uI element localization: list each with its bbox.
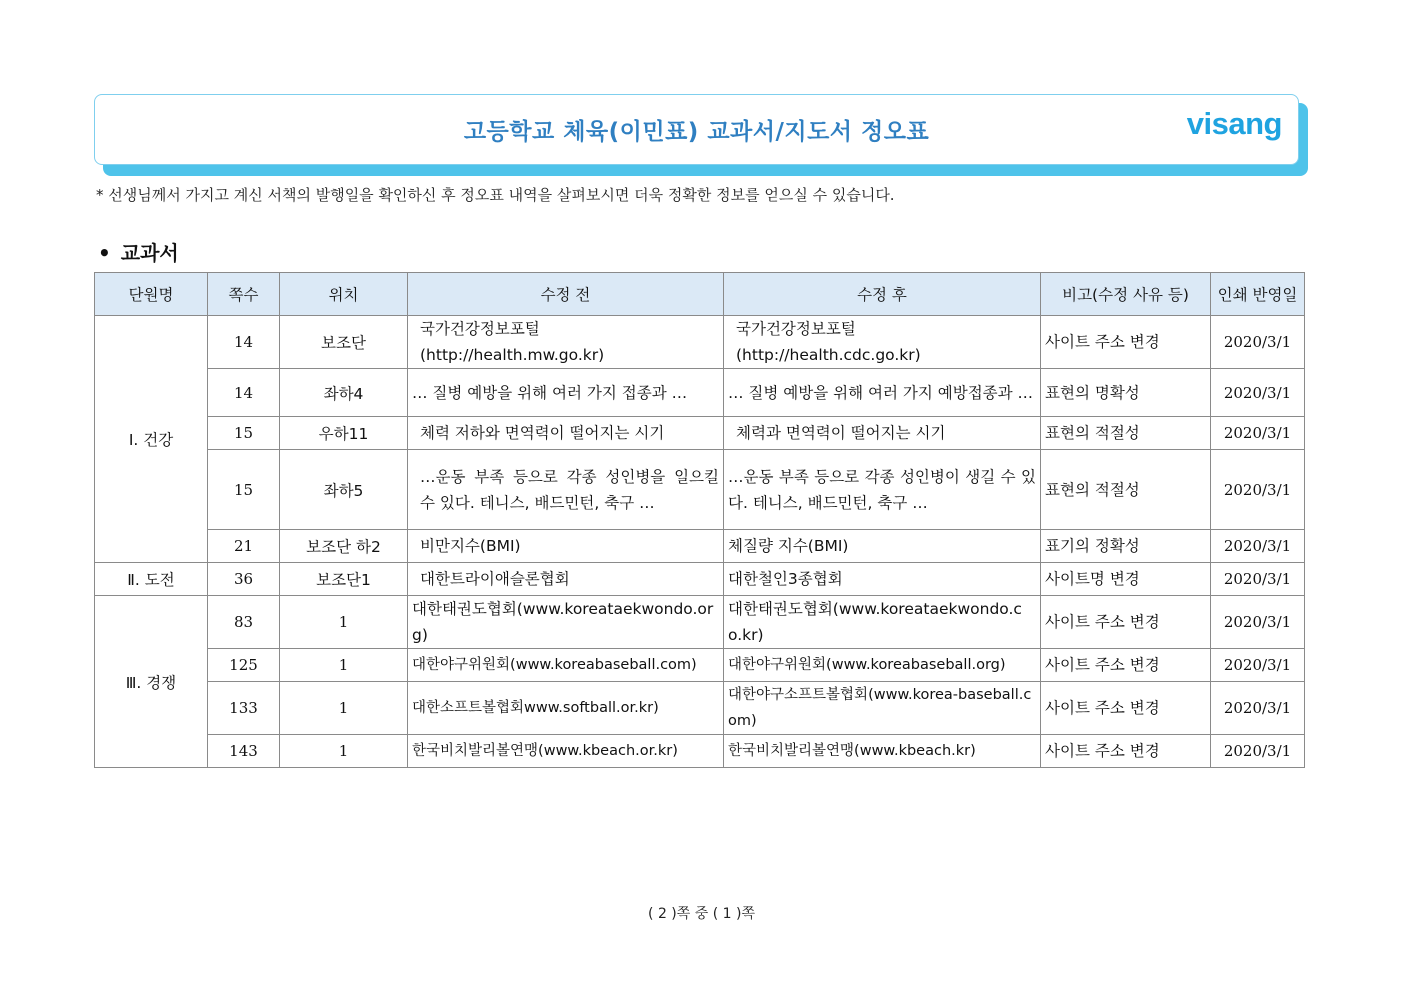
date-cell: 2020/3/1	[1211, 369, 1305, 417]
after-cell: … 질병 예방을 위해 여러 가지 예방접종과 …	[724, 369, 1041, 417]
before-cell: 국가건강정보포털 (http://health.mw.go.kr)	[408, 316, 724, 369]
note-cell: 사이트 주소 변경	[1041, 596, 1211, 649]
visang-logo: visang	[1186, 106, 1282, 141]
note-cell: 사이트 주소 변경	[1041, 735, 1211, 768]
note-cell: 사이트 주소 변경	[1041, 316, 1211, 369]
after-cell: 체질량 지수(BMI)	[724, 530, 1041, 563]
page-cell: 14	[208, 316, 280, 369]
unit-cell: Ⅰ. 건강	[95, 316, 208, 563]
header-page: 쪽수	[208, 273, 280, 316]
after-cell: 대한철인3종협회	[724, 563, 1041, 596]
bullet-icon: •	[98, 241, 111, 265]
after-cell: 대한야구위원회(www.koreabaseball.org)	[724, 649, 1041, 682]
page-cell: 14	[208, 369, 280, 417]
header-date: 인쇄 반영일	[1211, 273, 1305, 316]
page-cell: 133	[208, 682, 280, 735]
table-row	[95, 735, 1305, 768]
errata-table	[94, 272, 1305, 768]
after-cell: 대한야구소프트볼협회(www.korea-baseball.com)	[724, 682, 1041, 735]
note-cell: 사이트 주소 변경	[1041, 682, 1211, 735]
after-cell: 한국비치발리볼연맹(www.kbeach.kr)	[724, 735, 1041, 768]
header-box	[94, 94, 1299, 165]
page-cell: 143	[208, 735, 280, 768]
table-header-row	[95, 273, 1305, 316]
page-cell: 21	[208, 530, 280, 563]
header-note: 비고(수정 사유 등)	[1041, 273, 1211, 316]
position-cell: 좌하5	[280, 450, 408, 530]
section-title: 교과서	[120, 241, 179, 265]
date-cell: 2020/3/1	[1211, 450, 1305, 530]
before-cell: … 질병 예방을 위해 여러 가지 접종과 …	[408, 369, 724, 417]
table-row	[95, 369, 1305, 417]
date-cell: 2020/3/1	[1211, 563, 1305, 596]
date-cell: 2020/3/1	[1211, 735, 1305, 768]
page-cell: 15	[208, 450, 280, 530]
section-heading	[98, 237, 179, 266]
table-row	[95, 417, 1305, 450]
after-cell: 체력과 면역력이 떨어지는 시기	[724, 417, 1041, 450]
before-cell: 대한태권도협회(www.koreataekwondo.org)	[408, 596, 724, 649]
note-cell: 사이트명 변경	[1041, 563, 1211, 596]
after-cell: 국가건강정보포털 (http://health.cdc.go.kr)	[724, 316, 1041, 369]
position-cell: 보조단1	[280, 563, 408, 596]
note-cell: 표현의 적절성	[1041, 417, 1211, 450]
position-cell: 보조단 하2	[280, 530, 408, 563]
date-cell: 2020/3/1	[1211, 530, 1305, 563]
page-title: 고등학교 체육(이민표) 교과서/지도서 정오표	[463, 119, 930, 145]
notice-text: * 선생님께서 가지고 계신 서책의 발행일을 확인하신 후 정오표 내역을 살펴보시면 더욱 정확한 정보를 얻으실 수 있습니다.	[96, 186, 895, 204]
before-cell: …운동 부족 등으로 각종 성인병을 일으킬 수 있다. 테니스, 배드민턴, 축구 …	[408, 450, 724, 530]
table-row	[95, 563, 1305, 596]
note-cell: 사이트 주소 변경	[1041, 649, 1211, 682]
page-cell: 83	[208, 596, 280, 649]
header-after: 수정 후	[724, 273, 1041, 316]
position-cell: 우하11	[280, 417, 408, 450]
note-cell: 표기의 정확성	[1041, 530, 1211, 563]
after-cell: …운동 부족 등으로 각종 성인병이 생길 수 있다. 테니스, 배드민턴, 축구 …	[724, 450, 1041, 530]
table-row	[95, 316, 1305, 369]
date-cell: 2020/3/1	[1211, 596, 1305, 649]
table-row	[95, 596, 1305, 649]
header-position: 위치	[280, 273, 408, 316]
before-cell: 대한야구위원회(www.koreabaseball.com)	[408, 649, 724, 682]
page-footer: ( 2 )쪽 중 ( 1 )쪽	[648, 906, 755, 922]
unit-cell: Ⅱ. 도전	[95, 563, 208, 596]
page-cell: 125	[208, 649, 280, 682]
after-cell: 대한태권도협회(www.koreataekwondo.co.kr)	[724, 596, 1041, 649]
position-cell: 1	[280, 596, 408, 649]
header-unit: 단원명	[95, 273, 208, 316]
date-cell: 2020/3/1	[1211, 417, 1305, 450]
table-row	[95, 530, 1305, 563]
header-before: 수정 전	[408, 273, 724, 316]
date-cell: 2020/3/1	[1211, 316, 1305, 369]
before-cell: 대한소프트볼협회www.softball.or.kr)	[408, 682, 724, 735]
page-cell: 15	[208, 417, 280, 450]
note-cell: 표현의 적절성	[1041, 450, 1211, 530]
table-row	[95, 450, 1305, 530]
before-cell: 체력 저하와 면역력이 떨어지는 시기	[408, 417, 724, 450]
position-cell: 좌하4	[280, 369, 408, 417]
position-cell: 1	[280, 682, 408, 735]
unit-cell: Ⅲ. 경쟁	[95, 596, 208, 768]
note-cell: 표현의 명확성	[1041, 369, 1211, 417]
date-cell: 2020/3/1	[1211, 682, 1305, 735]
position-cell: 보조단	[280, 316, 408, 369]
before-cell: 대한트라이애슬론협회	[408, 563, 724, 596]
before-cell: 한국비치발리볼연맹(www.kbeach.or.kr)	[408, 735, 724, 768]
page-cell: 36	[208, 563, 280, 596]
table-row	[95, 649, 1305, 682]
table-row	[95, 682, 1305, 735]
before-cell: 비만지수(BMI)	[408, 530, 724, 563]
date-cell: 2020/3/1	[1211, 649, 1305, 682]
position-cell: 1	[280, 649, 408, 682]
position-cell: 1	[280, 735, 408, 768]
